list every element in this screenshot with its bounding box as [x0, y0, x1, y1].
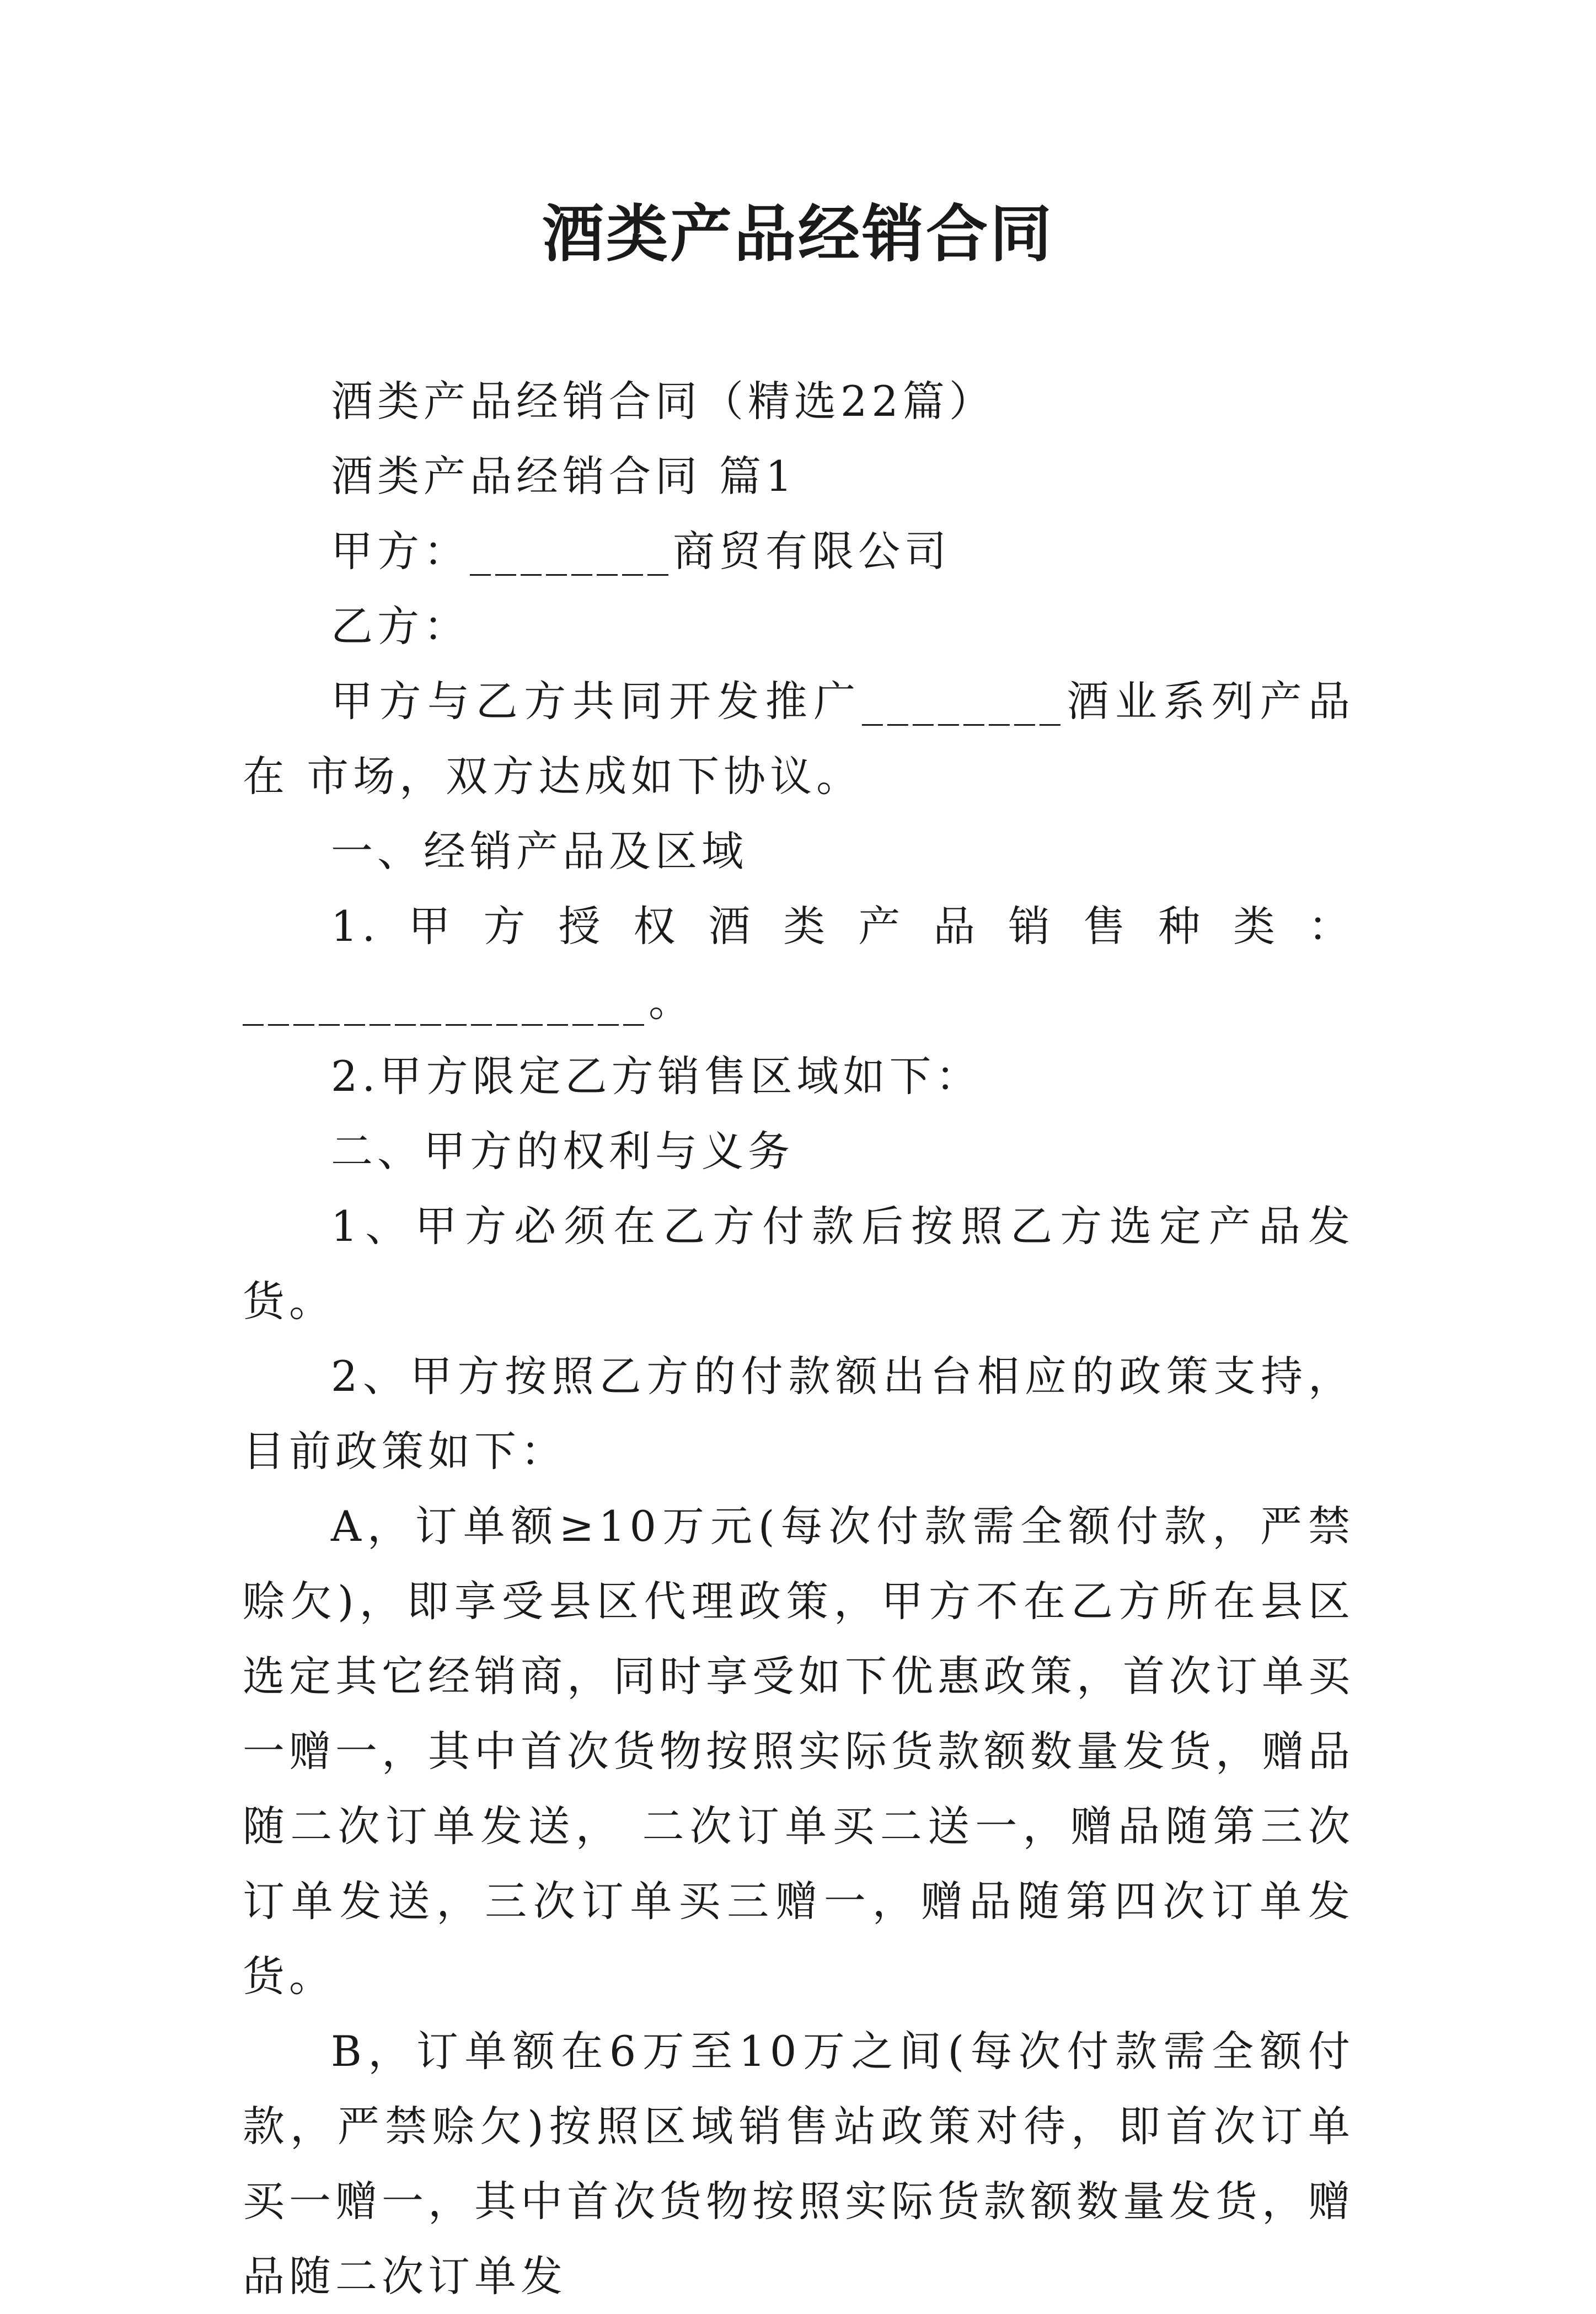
- paragraph-agreement-intro: 甲方与乙方共同开发推广________酒业系列产品在 市场，双方达成如下协议。: [243, 677, 1354, 801]
- paragraph-clause-2-1: 1、甲方必须在乙方付款后按照乙方选定产品发货。: [243, 1202, 1354, 1326]
- document-title: 酒类产品经销合同: [542, 198, 1054, 270]
- paragraph-policy-b: B，订单额在6万至10万之间(每次付款需全额付款，严禁赊欠)按照区域销售站政策对待，即首次订单买一赠一，其中首次货物按照实际货款额数量发货，赠品随二次订单发: [243, 2027, 1354, 2301]
- paragraph-section-heading: 酒类产品经销合同 篇1: [331, 452, 797, 501]
- paragraph-clause-2-2: 2、甲方按照乙方的付款额出台相应的政策支持，目前政策如下：: [243, 1352, 1354, 1476]
- paragraph-clause-heading-1: 一、经销产品及区域: [331, 827, 748, 876]
- document-body: [243, 364, 1354, 2314]
- paragraph-clause-heading-2: 二、甲方的权利与义务: [331, 1127, 794, 1176]
- paragraph-party-b: 乙方：: [331, 602, 470, 651]
- paragraph-policy-a: A，订单额≥10万元(每次付款需全额付款，严禁赊欠)，即享受县区代理政策，甲方不在乙方所在县区选定其它经销商，同时享受如下优惠政策，首次订单买一赠一，其中首次货物按照实际货款额数量发货，赠品随二次订单发送， 二次订单买二送一，赠品随第三次订单发送，三次订单买三赠一，赠品随第四次订单发货。: [243, 1502, 1354, 2001]
- paragraph-subtitle: 酒类产品经销合同（精选22篇）: [331, 377, 995, 426]
- paragraph-clause-1-2: 2.甲方限定乙方销售区域如下：: [331, 1052, 982, 1101]
- paragraph-clause-1-1: 1.甲方授权酒类产品销售种类：________________。: [243, 902, 1354, 1026]
- paragraph-party-a: 甲方：________商贸有限公司: [331, 527, 951, 576]
